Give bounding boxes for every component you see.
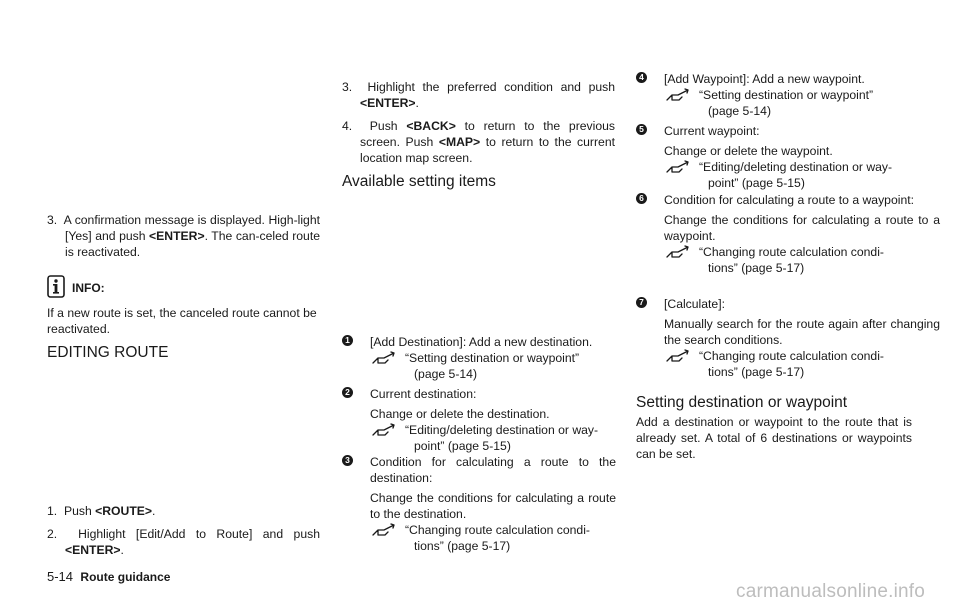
reference-link[interactable]: “Setting destination or waypoint” (page 5-14) <box>370 350 616 382</box>
callout-number-6: 6 <box>636 193 647 204</box>
setting-item-4: 4 [Add Waypoint]: Add a new waypoint. “Setting destination or waypoint” (page 5-14) <box>636 71 940 119</box>
step-3-middle: 3. Highlight the preferred condition and push <ENTER>. <box>342 80 615 110</box>
callout-number-1: 1 <box>342 335 353 346</box>
reference-hand-icon <box>664 244 694 260</box>
left-column <box>47 212 320 260</box>
info-icon <box>47 275 65 298</box>
setting-destination-paragraph: Add a destination or waypoint to the route that is already set. A total of 6 destinations or waypoints can be set. <box>636 415 912 461</box>
step-3-left: 3. A confirmation message is displayed. High-light [Yes] and push <ENTER>. The can-celed route is reactivated. <box>47 213 321 259</box>
step-4-middle: 4. Push <BACK> to return to the previous screen. Push <MAP> to return to the current location map screen. <box>342 119 616 165</box>
callout-number-2: 2 <box>342 387 353 398</box>
setting-item-3: 3 Condition for calculating a route to the destination: Change the conditions for calculating a route to the destination. “Changing route calculation condi- tions” (page 5-17) <box>342 454 616 554</box>
step-2: 2. Highlight [Edit/Add to Route] and push <ENTER>. <box>47 527 320 557</box>
setting-item-6: 6 Condition for calculating a route to a waypoint: Change the conditions for calculating a route to a waypoint. “Changing route calculation condi- tions” (page 5-17) <box>636 192 940 276</box>
step-1: 1. Push <ROUTE>. <box>47 504 156 518</box>
reference-link[interactable]: “Editing/deleting destination or way- point” (page 5-15) <box>370 422 616 454</box>
setting-item-1: 1 [Add Destination]: Add a new destination. “Setting destination or waypoint” (page 5-14) <box>342 334 616 382</box>
reference-hand-icon <box>370 350 400 366</box>
reference-hand-icon <box>664 159 694 175</box>
callout-number-7: 7 <box>636 297 647 308</box>
callout-number-4: 4 <box>636 72 647 83</box>
reference-link[interactable]: “Changing route calculation condi- tions” (page 5-17) <box>664 244 940 276</box>
setting-item-2: 2 Current destination: Change or delete the destination. “Editing/deleting destination or way- point” (page 5-15) <box>342 386 616 454</box>
setting-item-7: 7 [Calculate]: Manually search for the route again after changing the search conditions. “Changing route calculation condi- tions” (page 5-17) <box>636 296 940 380</box>
section-title: Route guidance <box>80 570 171 584</box>
info-text: If a new route is set, the canceled route cannot be reactivated. <box>47 306 317 336</box>
section-heading-setting-destination: Setting destination or waypoint <box>636 394 848 411</box>
page-footer <box>47 569 170 585</box>
callout-number-3: 3 <box>342 455 353 466</box>
reference-link[interactable]: “Changing route calculation condi- tions” (page 5-17) <box>664 348 940 380</box>
reference-link[interactable]: “Changing route calculation condi- tions” (page 5-17) <box>370 522 616 554</box>
reference-link[interactable]: “Editing/deleting destination or way- point” (page 5-15) <box>664 159 940 191</box>
callout-number-5: 5 <box>636 124 647 135</box>
watermark: carmanualsonline.info <box>736 581 926 602</box>
section-heading-available-setting-items: Available setting items <box>342 173 496 190</box>
section-heading-editing-route: EDITING ROUTE <box>47 344 169 361</box>
middle-steps <box>342 79 615 166</box>
reference-link[interactable]: “Setting destination or waypoint” (page 5-14) <box>664 87 940 119</box>
reference-hand-icon <box>664 87 694 103</box>
page-number: 5-14 <box>47 569 74 584</box>
reference-hand-icon <box>370 422 400 438</box>
reference-hand-icon <box>370 522 400 538</box>
left-steps-bottom <box>47 503 320 558</box>
reference-hand-icon <box>664 348 694 364</box>
setting-item-5: 5 Current waypoint: Change or delete the waypoint. “Editing/deleting destination or way- point” (page 5-15) <box>636 123 940 191</box>
info-label: INFO: <box>72 281 105 295</box>
